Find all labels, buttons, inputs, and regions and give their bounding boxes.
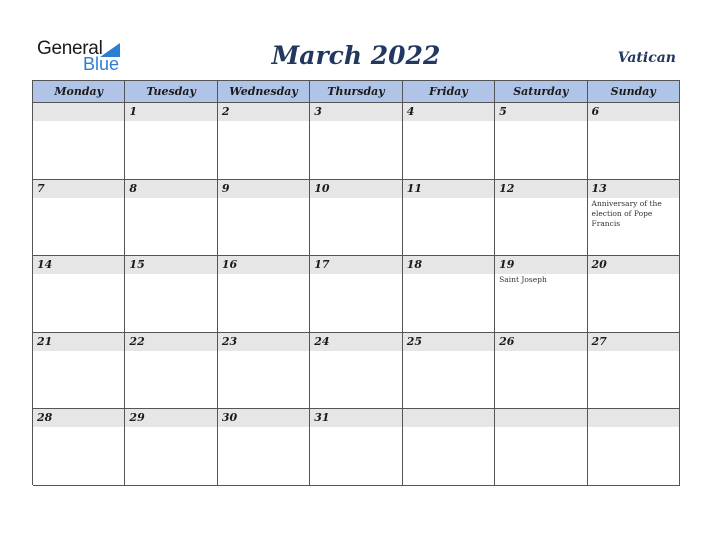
day-number-bar xyxy=(33,180,124,198)
day-number: 4 xyxy=(406,105,415,118)
day-cell xyxy=(33,103,125,180)
day-number: 17 xyxy=(314,258,330,272)
weekday-header: Sunday xyxy=(588,81,680,103)
day-cell xyxy=(33,180,125,257)
day-cell xyxy=(218,409,310,486)
weekday-header: Thursday xyxy=(310,81,402,103)
day-cell xyxy=(218,333,310,410)
day-cell xyxy=(218,256,310,333)
day-cell xyxy=(310,256,402,333)
day-number: 19 xyxy=(499,258,515,272)
day-number: 6 xyxy=(591,105,600,118)
day-cell xyxy=(495,180,587,257)
day-number-bar xyxy=(588,409,679,427)
day-number-bar xyxy=(588,103,679,121)
day-cell xyxy=(403,180,495,257)
weekday-header: Monday xyxy=(33,81,125,103)
day-cell xyxy=(125,103,217,180)
week-row xyxy=(33,180,680,257)
day-number: 11 xyxy=(406,181,422,195)
day-number: 23 xyxy=(221,334,238,348)
day-number: 29 xyxy=(129,411,145,425)
day-number: 27 xyxy=(591,334,607,348)
day-cell xyxy=(218,180,310,257)
day-number-bar xyxy=(33,103,124,121)
day-number-bar xyxy=(125,180,216,198)
day-number: 25 xyxy=(406,334,422,348)
day-number: 7 xyxy=(37,181,45,195)
day-cell xyxy=(33,256,125,333)
holiday-event: Anniversary of the election of Pope Francis xyxy=(591,198,662,228)
day-number: 18 xyxy=(406,258,422,272)
day-cell xyxy=(310,333,402,410)
calendar-title: March 2022 xyxy=(271,41,441,70)
day-cell xyxy=(403,256,495,333)
day-cell xyxy=(310,180,402,257)
day-cell xyxy=(495,256,587,333)
day-number: 1 xyxy=(129,105,138,118)
day-cell xyxy=(125,409,217,486)
weekday-header: Friday xyxy=(403,81,495,103)
day-number: 16 xyxy=(221,258,238,272)
day-cell xyxy=(588,333,680,410)
country-label: Vatican xyxy=(617,50,676,66)
day-cell xyxy=(33,409,125,486)
day-number-bar xyxy=(310,103,401,121)
day-number-bar xyxy=(403,103,494,121)
day-number-bar xyxy=(125,103,216,121)
holiday-event: Saint Joseph xyxy=(499,275,547,285)
day-cell xyxy=(495,409,587,486)
day-number: 30 xyxy=(221,411,238,425)
weekday-header: Wednesday xyxy=(218,81,310,103)
day-number: 20 xyxy=(591,258,607,272)
weekday-header: Tuesday xyxy=(125,81,217,103)
day-cell xyxy=(588,103,680,180)
day-number: 15 xyxy=(129,258,145,272)
logo-text-general: General xyxy=(37,38,103,59)
day-number: 21 xyxy=(37,334,53,348)
week-row xyxy=(33,409,680,486)
weekday-header-row xyxy=(33,81,680,103)
day-cell xyxy=(495,103,587,180)
day-number: 8 xyxy=(129,181,138,195)
day-number-bar xyxy=(218,180,309,198)
day-number: 22 xyxy=(129,334,145,348)
week-row xyxy=(33,103,680,180)
day-number: 24 xyxy=(314,334,330,348)
day-number: 5 xyxy=(499,105,507,118)
day-cell xyxy=(403,103,495,180)
day-cell xyxy=(310,409,402,486)
day-cell xyxy=(125,180,217,257)
day-cell xyxy=(588,409,680,486)
day-cell xyxy=(33,333,125,410)
day-number-bar xyxy=(495,103,586,121)
weekday-header: Saturday xyxy=(495,81,587,103)
day-cell xyxy=(403,333,495,410)
day-number: 9 xyxy=(221,181,230,195)
day-number: 3 xyxy=(314,105,322,118)
day-number-bar xyxy=(403,409,494,427)
day-cell xyxy=(588,256,680,333)
day-cell xyxy=(588,180,680,257)
day-cell xyxy=(495,333,587,410)
day-cell xyxy=(218,103,310,180)
day-number: 13 xyxy=(591,181,607,195)
day-number: 31 xyxy=(314,411,330,425)
day-cell xyxy=(310,103,402,180)
day-number: 28 xyxy=(37,411,53,425)
day-cell xyxy=(403,409,495,486)
week-row xyxy=(33,333,680,410)
day-cell xyxy=(125,256,217,333)
day-number: 14 xyxy=(37,258,53,272)
day-number-bar xyxy=(218,103,309,121)
day-cell xyxy=(125,333,217,410)
week-row xyxy=(33,256,680,333)
calendar-grid xyxy=(32,80,680,485)
logo-text-blue: Blue xyxy=(83,54,120,74)
day-number-bar xyxy=(495,409,586,427)
day-number: 2 xyxy=(221,105,230,118)
day-number: 26 xyxy=(499,334,515,348)
day-number: 10 xyxy=(314,181,330,195)
day-number: 12 xyxy=(499,181,515,195)
weeks-container xyxy=(33,103,680,486)
